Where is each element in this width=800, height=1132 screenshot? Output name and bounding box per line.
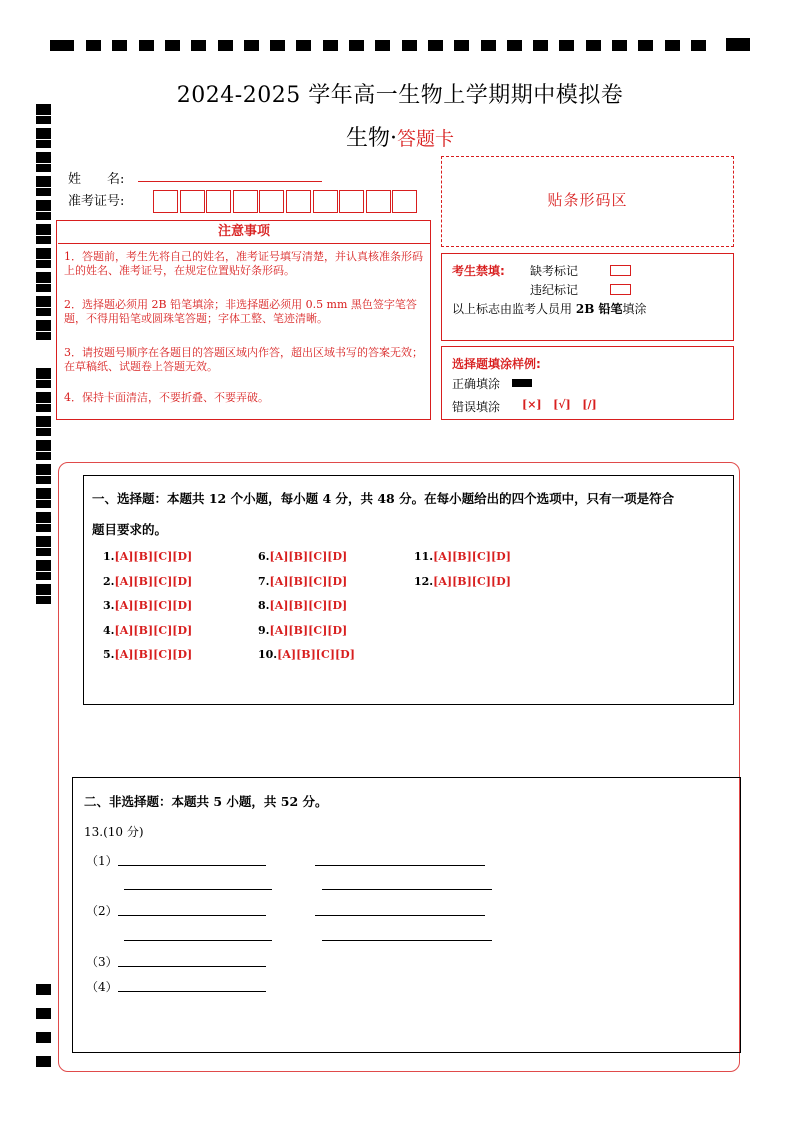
mc-question-number: 11.: [414, 550, 434, 563]
timing-mark: [36, 272, 51, 283]
correct-fill-label: 正确填涂: [452, 377, 501, 391]
answer-line[interactable]: [124, 889, 272, 890]
mc-question-2[interactable]: [103, 575, 192, 588]
mc-question-number: 8.: [258, 599, 270, 612]
timing-mark: [36, 560, 51, 571]
timing-mark: [36, 428, 51, 436]
timing-mark: [533, 40, 548, 51]
mc-question-number: 4.: [103, 623, 115, 637]
timing-mark: [349, 40, 364, 51]
mc-options[interactable]: [A][B][C][D]: [269, 550, 348, 563]
part-1-label: （1）: [86, 854, 118, 868]
timing-mark: [36, 320, 51, 331]
timing-mark: [454, 40, 469, 51]
timing-mark: [191, 40, 206, 51]
mc-question-number: 12.: [414, 574, 434, 588]
notice-title: 注意事项: [58, 220, 430, 244]
timing-mark: [36, 1032, 51, 1043]
mc-question-number: 3.: [103, 599, 115, 612]
mc-question-7[interactable]: [258, 575, 347, 588]
mc-options[interactable]: [A][B][C][D]: [433, 574, 511, 588]
timing-mark: [36, 464, 51, 475]
id-label: 准考证号:: [68, 194, 125, 209]
mc-question-number: 9.: [258, 623, 270, 637]
timing-mark: [36, 236, 51, 244]
timing-mark: [375, 40, 390, 51]
id-digit-box[interactable]: [180, 190, 205, 213]
timing-mark: [36, 536, 51, 547]
timing-mark: [586, 40, 601, 51]
id-digit-box[interactable]: [392, 190, 417, 213]
mc-question-number: 2.: [103, 574, 115, 588]
answer-line[interactable]: [322, 940, 492, 941]
timing-mark: [36, 452, 51, 460]
forbid-note: [452, 300, 647, 317]
violation-label: 违纪标记: [530, 283, 579, 297]
timing-mark: [36, 260, 51, 268]
mc-options[interactable]: [A][B][C][D]: [269, 574, 348, 588]
timing-mark: [36, 188, 51, 196]
mc-question-1[interactable]: [103, 550, 192, 563]
timing-mark: [36, 984, 51, 995]
mc-question-number: 1.: [103, 550, 115, 563]
timing-mark: [36, 524, 51, 532]
correct-fill-sample: [512, 379, 532, 387]
id-digit-box[interactable]: [339, 190, 364, 213]
timing-mark: [86, 40, 101, 51]
forbid-title: 考生禁填:: [452, 264, 505, 278]
timing-mark: [481, 40, 496, 51]
sample-title: 选择题填涂样例:: [452, 357, 541, 371]
violation-mark-box[interactable]: [610, 284, 631, 295]
answer-line[interactable]: [118, 865, 266, 866]
wrong-fill-samples: [×] [√] [/]: [522, 398, 597, 411]
timing-mark: [36, 284, 51, 292]
section1-box: [83, 475, 734, 705]
subject-label: 生物: [345, 126, 390, 151]
timing-mark: [36, 488, 51, 499]
timing-mark: [691, 40, 706, 51]
mc-options[interactable]: [A][B][C][D]: [114, 550, 193, 563]
mc-question-9[interactable]: [258, 624, 347, 637]
mc-question-11[interactable]: [414, 550, 511, 563]
timing-mark: [36, 332, 51, 340]
timing-mark: [36, 392, 51, 403]
mc-options[interactable]: [A][B][C][D]: [114, 648, 193, 661]
mc-question-8[interactable]: [258, 599, 347, 612]
id-digit-box[interactable]: [286, 190, 311, 213]
notice-item: 3．请按题号顺序在各题目的答题区域内作答，超出区域书写的答案无效；在草稿纸、试题卷上答题无效。: [64, 346, 423, 373]
notice-item: 2．选择题必须用 2B 铅笔填涂；非选择题必须用 0.5 mm 黑色签字笔答题，不得用铅笔或圆珠笔答题；字体工整、笔迹清晰。: [64, 298, 417, 325]
timing-mark: [36, 476, 51, 484]
notice-item: 1．答题前，考生先将自己的姓名，准考证号填写清楚，并认真核准条形码上的姓名、准考证号，在规定位置贴好条形码。: [64, 250, 423, 277]
name-label: 姓 名:: [68, 172, 125, 187]
name-field[interactable]: [138, 181, 322, 182]
timing-mark: [139, 40, 154, 51]
card-label: 答题卡: [397, 128, 455, 150]
part-3-label: （3）: [86, 955, 118, 969]
timing-mark: [36, 224, 51, 235]
mc-question-number: 7.: [258, 574, 270, 588]
mc-question-number: 10.: [258, 648, 278, 661]
mc-question-number: 5.: [103, 648, 115, 661]
mc-question-3[interactable]: [103, 599, 192, 612]
question-13-label: 13.(10 分): [84, 825, 144, 839]
mc-options[interactable]: [A][B][C][D]: [114, 623, 193, 637]
timing-mark: [36, 584, 51, 595]
id-digit-box[interactable]: [233, 190, 258, 213]
absent-mark-box[interactable]: [610, 265, 631, 276]
timing-mark: [36, 404, 51, 412]
mc-question-4[interactable]: [103, 624, 192, 637]
timing-mark: [36, 164, 51, 172]
answer-line[interactable]: [118, 915, 266, 916]
timing-mark: [638, 40, 653, 51]
timing-mark: [36, 1056, 51, 1067]
timing-mark: [36, 176, 51, 187]
mc-options[interactable]: [A][B][C][D]: [269, 623, 348, 637]
mc-options[interactable]: [A][B][C][D]: [114, 599, 193, 612]
timing-mark: [112, 40, 127, 51]
timing-mark: [36, 416, 51, 427]
mc-options[interactable]: [A][B][C][D]: [277, 648, 355, 661]
barcode-label: 贴条形码区: [547, 191, 628, 209]
timing-mark: [218, 40, 233, 51]
forbid-note-text: 以上标志由监考人员用: [452, 302, 573, 316]
timing-mark: [296, 40, 311, 51]
timing-mark: [36, 440, 51, 451]
mc-question-5[interactable]: [103, 648, 192, 661]
timing-mark: [36, 368, 51, 379]
section1-heading-line2: 题目要求的。: [92, 522, 168, 537]
timing-mark: [36, 500, 51, 508]
timing-mark: [726, 38, 750, 51]
section2-heading: 二、非选择题：本题共 5 小题，共 52 分。: [84, 794, 328, 809]
timing-mark: [165, 40, 180, 51]
timing-mark: [36, 572, 51, 580]
timing-mark: [559, 40, 574, 51]
answer-line[interactable]: [315, 915, 485, 916]
timing-mark: [612, 40, 627, 51]
timing-mark: [36, 380, 51, 388]
card-subtitle: [0, 121, 800, 152]
id-digit-box[interactable]: [259, 190, 284, 213]
mc-question-12[interactable]: [414, 575, 511, 588]
absent-label: 缺考标记: [530, 264, 579, 278]
exam-title: 2024-2025 学年高一生物上学期期中模拟卷: [176, 83, 624, 108]
subtitle-separator: ·: [390, 126, 397, 151]
timing-mark: [36, 548, 51, 556]
forbid-note-end: 填涂: [622, 302, 647, 316]
timing-mark: [36, 308, 51, 316]
answer-line[interactable]: [322, 889, 492, 890]
id-digit-box[interactable]: [153, 190, 178, 213]
mc-question-number: 6.: [258, 550, 270, 563]
timing-mark: [665, 40, 680, 51]
answer-line[interactable]: [118, 991, 266, 992]
timing-mark: [244, 40, 259, 51]
timing-mark: [270, 40, 285, 51]
id-digit-box[interactable]: [366, 190, 391, 213]
answer-line[interactable]: [315, 865, 485, 866]
timing-mark: [36, 512, 51, 523]
mc-options[interactable]: [A][B][C][D]: [433, 550, 511, 563]
forbid-note-bold: 2B 铅笔: [575, 302, 623, 316]
mc-question-10[interactable]: [258, 648, 355, 661]
answer-line[interactable]: [118, 966, 266, 967]
notice-item: 4．保持卡面清洁，不要折叠、不要弄破。: [64, 391, 269, 404]
part-2-label: （2）: [86, 904, 118, 918]
timing-mark: [36, 212, 51, 220]
section1-heading-line1: 一、选择题：本题共 12 个小题，每小题 4 分，共 48 分。在每小题给出的四个选项中，只有一项是符合: [92, 491, 675, 506]
timing-mark: [402, 40, 417, 51]
timing-mark: [36, 596, 51, 604]
timing-mark: [36, 296, 51, 307]
timing-mark: [323, 40, 338, 51]
timing-mark: [36, 1008, 51, 1019]
timing-mark: [36, 200, 51, 211]
mc-question-6[interactable]: [258, 550, 347, 563]
timing-mark: [36, 152, 51, 163]
timing-mark: [428, 40, 443, 51]
answer-line[interactable]: [124, 940, 272, 941]
timing-mark: [36, 248, 51, 259]
part-4-label: （4）: [86, 980, 118, 994]
id-digit-box[interactable]: [206, 190, 231, 213]
timing-mark: [507, 40, 522, 51]
mc-options[interactable]: [A][B][C][D]: [269, 599, 348, 612]
wrong-fill-label: 错误填涂: [452, 400, 501, 414]
mc-options[interactable]: [A][B][C][D]: [114, 574, 193, 588]
timing-mark: [50, 40, 74, 51]
id-digit-box[interactable]: [313, 190, 338, 213]
